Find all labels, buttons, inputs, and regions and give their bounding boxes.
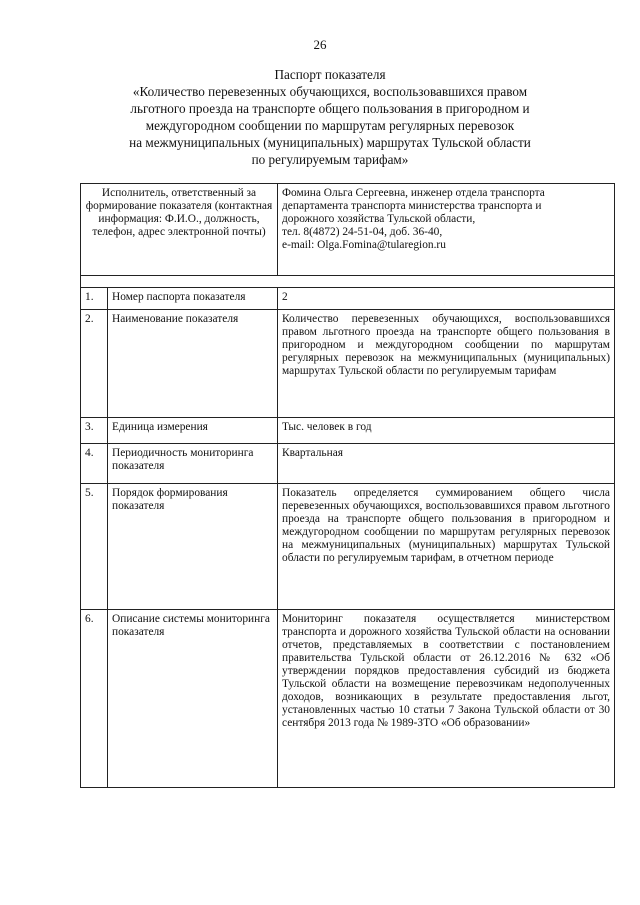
row-name: Порядок формирования показателя — [108, 484, 278, 610]
row-value: Квартальная — [278, 444, 615, 484]
table-row — [81, 484, 615, 610]
row-number: 1. — [81, 288, 108, 310]
executor-line: дорожного хозяйства Тульской области, — [282, 213, 476, 225]
row-number: 3. — [81, 418, 108, 444]
heading-title: Паспорт показателя — [274, 67, 386, 82]
table-row — [81, 418, 615, 444]
row-name: Единица измерения — [108, 418, 278, 444]
table-row — [81, 288, 615, 310]
executor-line: департамента транспорта министерства транспорта и — [282, 200, 542, 212]
executor-row — [81, 184, 615, 276]
table-row — [81, 610, 615, 788]
row-name: Наименование показателя — [108, 310, 278, 418]
row-number: 2. — [81, 310, 108, 418]
executor-line: e-mail: Olga.Fomina@tularegion.ru — [282, 239, 446, 251]
executor-label: Исполнитель, ответственный за формирование показателя (контактная информация: Ф.И.О., должность, телефон, адрес электронной почты) — [81, 184, 278, 276]
document-heading — [100, 66, 560, 168]
row-number: 6. — [81, 610, 108, 788]
row-value: Количество перевезенных обучающихся, воспользовавшихся правом льготного проезда на транспорте общего пользования в пригородном и междугородном сообщении по маршрутам регулярных перевозок на межмуниципальных (муниципальных) маршрутах Тульской области по регулируемым тарифам — [278, 310, 615, 418]
row-name: Описание системы мониторинга показателя — [108, 610, 278, 788]
executor-value — [278, 184, 615, 276]
heading-line: льготного проезда на транспорте общего пользования в пригородном и — [130, 101, 530, 116]
heading-line: на межмуниципальных (муниципальных) маршрутах Тульской области — [129, 135, 531, 150]
table-gap — [81, 276, 615, 288]
row-value: Мониторинг показателя осуществляется министерством транспорта и дорожного хозяйства Тульской области на основании отчетов, представляемых в соответствии с постановлением правительства Тульской области от 26.12.2016 № 632 «Об утверждении порядков предоставления субсидий из бюджета Тульской области на возмещение перевозчикам недополученных доходов, возникающих в результате предоставления льгот, установленных частью 10 статьи 7 Закона Тульской области от 30 сентября 2013 года № 1989-ЗТО «Об образовании» — [278, 610, 615, 788]
heading-line: по регулируемым тарифам» — [251, 152, 409, 167]
row-name: Периодичность мониторинга показателя — [108, 444, 278, 484]
page-number: 26 — [313, 37, 327, 52]
executor-line: Фомина Ольга Сергеевна, инженер отдела транспорта — [282, 187, 545, 199]
row-value: Тыс. человек в год — [278, 418, 615, 444]
table-row — [81, 444, 615, 484]
row-value: Показатель определяется суммированием общего числа перевезенных обучающихся, воспользовавшихся правом льготного проезда на транспорте общего пользования в пригородном и междугородном сообщении по маршрутам регулярных перевозок на межмуниципальных (муниципальных) маршрутах Тульской области по регулируемым тарифам, в отчетном периоде — [278, 484, 615, 610]
passport-table — [80, 183, 615, 788]
table-row — [81, 310, 615, 418]
heading-line: «Количество перевезенных обучающихся, воспользовавшихся правом — [132, 84, 528, 99]
heading-line: междугородном сообщении по маршрутам регулярных перевозок — [145, 118, 515, 133]
row-name: Номер паспорта показателя — [108, 288, 278, 310]
executor-line: тел. 8(4872) 24-51-04, доб. 36-40, — [282, 226, 443, 238]
row-number: 4. — [81, 444, 108, 484]
row-value: 2 — [278, 288, 615, 310]
row-number: 5. — [81, 484, 108, 610]
